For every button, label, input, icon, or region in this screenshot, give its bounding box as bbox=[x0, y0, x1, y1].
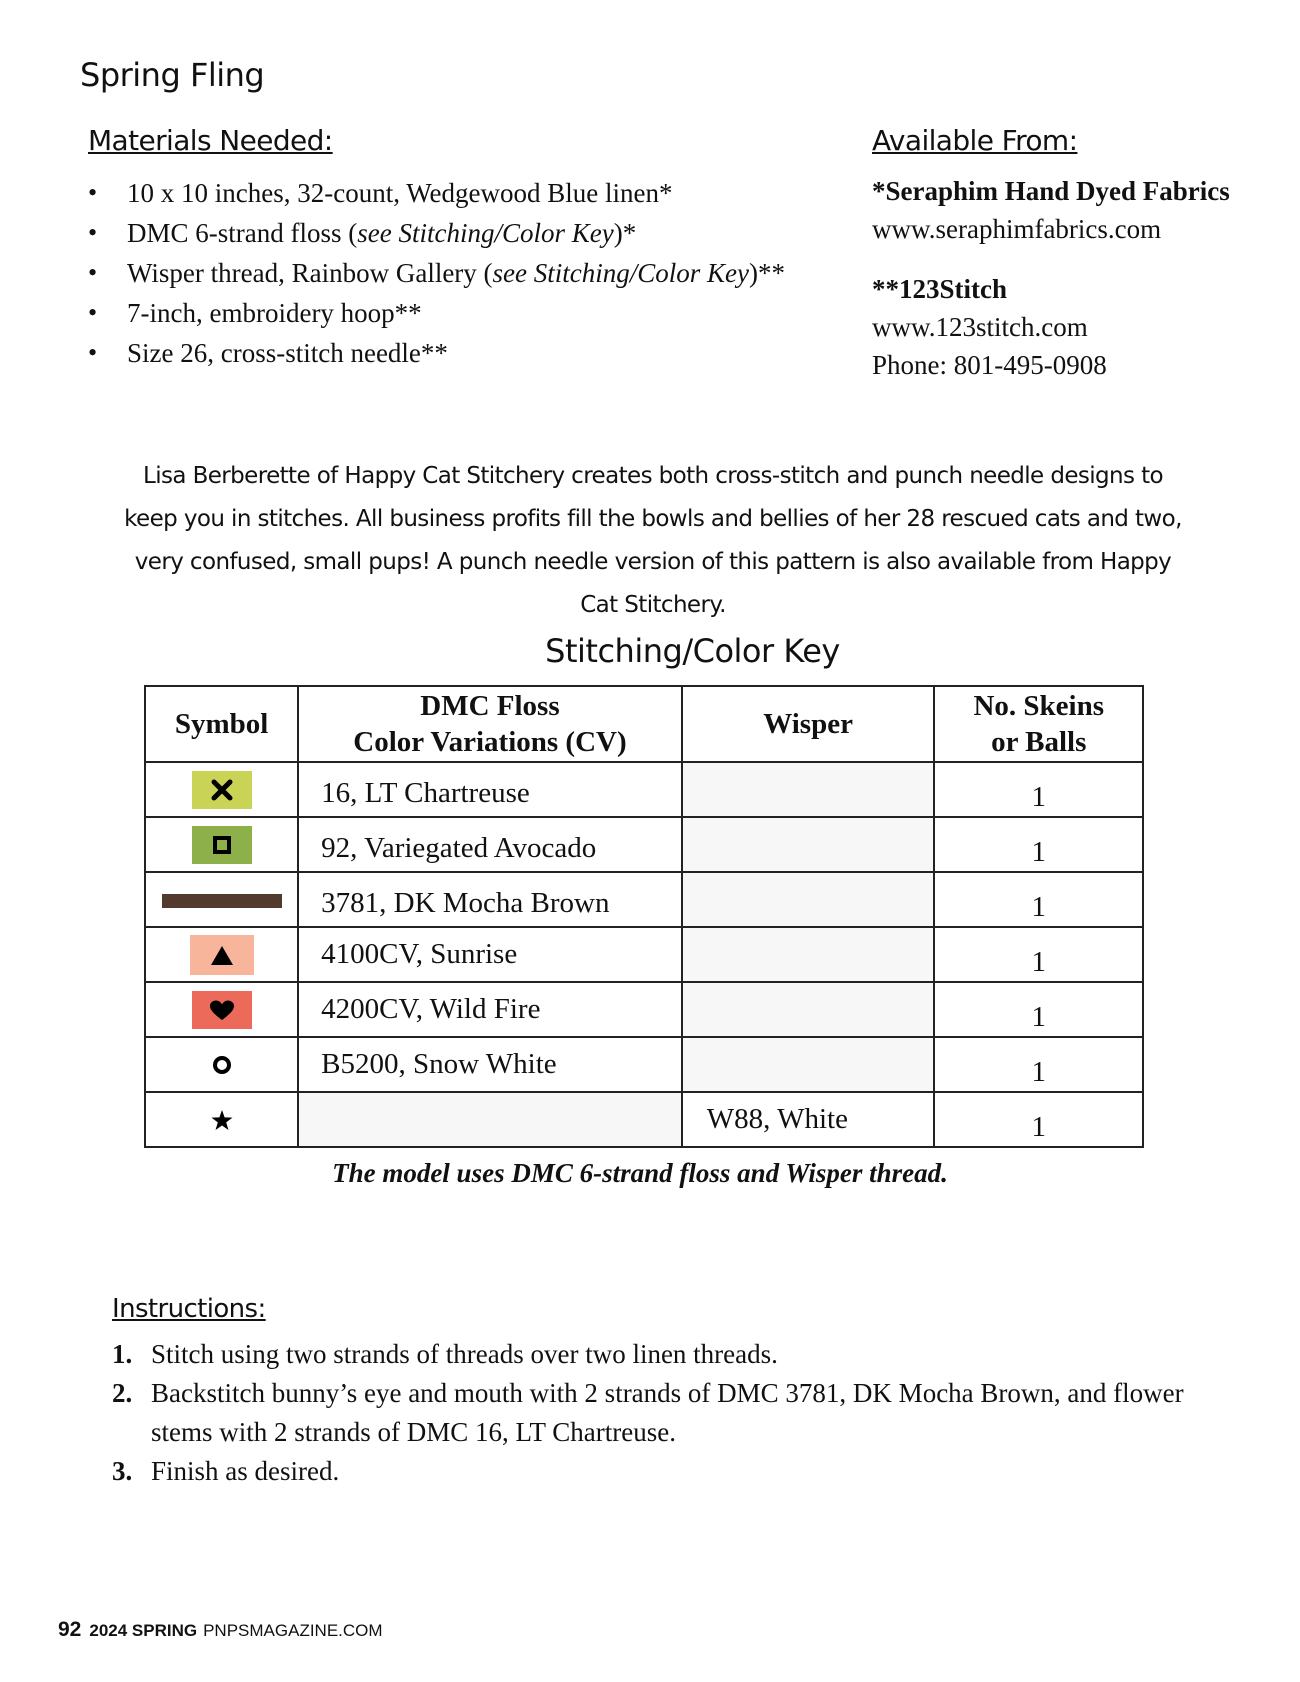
color-key-title: Stitching/Color Key bbox=[545, 632, 840, 670]
symbol-cell bbox=[145, 872, 298, 927]
materials-item: • Size 26, cross-stitch needle** bbox=[88, 333, 785, 373]
vendor-name: **123Stitch bbox=[872, 274, 1007, 304]
materials-item: • DMC 6-strand floss (see Stitching/Color Key)* bbox=[88, 213, 785, 253]
symbol-cell bbox=[145, 817, 298, 872]
instruction-item: 2. Backstitch bunny’s eye and mouth with 2 strands of DMC 3781, DK Mocha Brown, and flower stems with 2 strands of DMC 16, LT Chartreuse. bbox=[112, 1378, 1184, 1447]
star-icon bbox=[192, 1101, 252, 1139]
wisper-cell bbox=[682, 872, 935, 927]
color-key-table bbox=[144, 685, 1144, 1148]
table-row bbox=[145, 817, 1143, 872]
materials-item: • Wisper thread, Rainbow Gallery (see Stitching/Color Key)** bbox=[88, 253, 785, 293]
dmc-cell: 3781, DK Mocha Brown bbox=[298, 872, 682, 927]
materials-item: • 10 x 10 inches, 32-count, Wedgewood Blue linen* bbox=[88, 173, 785, 213]
page-title: Spring Fling bbox=[80, 56, 265, 94]
square-icon bbox=[192, 826, 252, 864]
skeins-cell: 1 bbox=[934, 817, 1143, 872]
skeins-cell: 1 bbox=[934, 982, 1143, 1037]
dmc-column-header: DMC Floss Color Variations (CV) bbox=[298, 686, 682, 762]
vendor-phone: Phone: 801-495-0908 bbox=[872, 350, 1107, 380]
x-mark-icon bbox=[192, 771, 252, 809]
vendor-name: *Seraphim Hand Dyed Fabrics bbox=[872, 176, 1230, 206]
instructions-heading: Instructions: bbox=[112, 1294, 266, 1324]
table-row bbox=[145, 762, 1143, 817]
skeins-cell: 1 bbox=[934, 927, 1143, 982]
skeins-cell: 1 bbox=[934, 1092, 1143, 1147]
table-note: The model uses DMC 6-strand floss and Wisper thread. bbox=[332, 1158, 948, 1188]
heart-icon bbox=[192, 991, 252, 1029]
vendor-seraphim bbox=[872, 172, 1230, 248]
wisper-column-header: Wisper bbox=[682, 686, 935, 762]
backstitch-line-icon bbox=[162, 894, 282, 908]
instructions-list bbox=[112, 1335, 1202, 1491]
symbol-column-header: Symbol bbox=[145, 686, 298, 762]
site-link[interactable]: PNPSMAGAZINE.COM bbox=[203, 1621, 383, 1640]
issue-label: 2024 SPRING bbox=[89, 1621, 198, 1640]
table-row bbox=[145, 1037, 1143, 1092]
wisper-cell bbox=[682, 927, 935, 982]
instruction-item: 1. Stitch using two strands of threads over two linen threads. bbox=[112, 1339, 778, 1369]
symbol-cell bbox=[145, 1037, 298, 1092]
table-row bbox=[145, 872, 1143, 927]
dmc-cell: 4100CV, Sunrise bbox=[298, 927, 682, 982]
vendor-url: www.123stitch.com bbox=[872, 312, 1088, 342]
instruction-item: 3. Finish as desired. bbox=[112, 1456, 340, 1486]
table-row bbox=[145, 927, 1143, 982]
wisper-cell bbox=[682, 817, 935, 872]
dmc-cell: B5200, Snow White bbox=[298, 1037, 682, 1092]
vendor-123stitch bbox=[872, 270, 1107, 384]
table-row bbox=[145, 1092, 1143, 1147]
table-header-row bbox=[145, 686, 1143, 762]
table-row bbox=[145, 982, 1143, 1037]
dmc-cell bbox=[298, 1092, 682, 1147]
materials-item: • 7-inch, embroidery hoop** bbox=[88, 293, 785, 333]
symbol-cell bbox=[145, 1092, 298, 1147]
triangle-icon bbox=[190, 935, 254, 975]
page-number: 92 bbox=[58, 1618, 82, 1641]
dmc-cell: 4200CV, Wild Fire bbox=[298, 982, 682, 1037]
designer-bio: Lisa Berberette of Happy Cat Stitchery creates both cross-stitch and punch needle designs to keep you in stitches. All business profits fill the bowls and bellies of her 28 rescued cats and two, very confused, small pups! A punch needle version of this pattern is also available from Happy Cat Stitchery. bbox=[124, 463, 1182, 618]
materials-list bbox=[88, 173, 785, 373]
available-from-heading: Available From: bbox=[872, 124, 1078, 157]
skeins-column-header: No. Skeins or Balls bbox=[934, 686, 1143, 762]
dmc-cell: 92, Variegated Avocado bbox=[298, 817, 682, 872]
page-footer bbox=[58, 1618, 383, 1642]
wisper-cell bbox=[682, 1037, 935, 1092]
skeins-cell: 1 bbox=[934, 762, 1143, 817]
materials-heading: Materials Needed: bbox=[88, 124, 333, 157]
wisper-cell bbox=[682, 762, 935, 817]
circle-icon bbox=[192, 1046, 252, 1084]
symbol-cell bbox=[145, 762, 298, 817]
symbol-cell bbox=[145, 927, 298, 982]
vendor-url: www.seraphimfabrics.com bbox=[872, 214, 1162, 244]
symbol-cell bbox=[145, 982, 298, 1037]
wisper-cell bbox=[682, 982, 935, 1037]
skeins-cell: 1 bbox=[934, 872, 1143, 927]
wisper-cell: W88, White bbox=[682, 1092, 935, 1147]
dmc-cell: 16, LT Chartreuse bbox=[298, 762, 682, 817]
skeins-cell: 1 bbox=[934, 1037, 1143, 1092]
